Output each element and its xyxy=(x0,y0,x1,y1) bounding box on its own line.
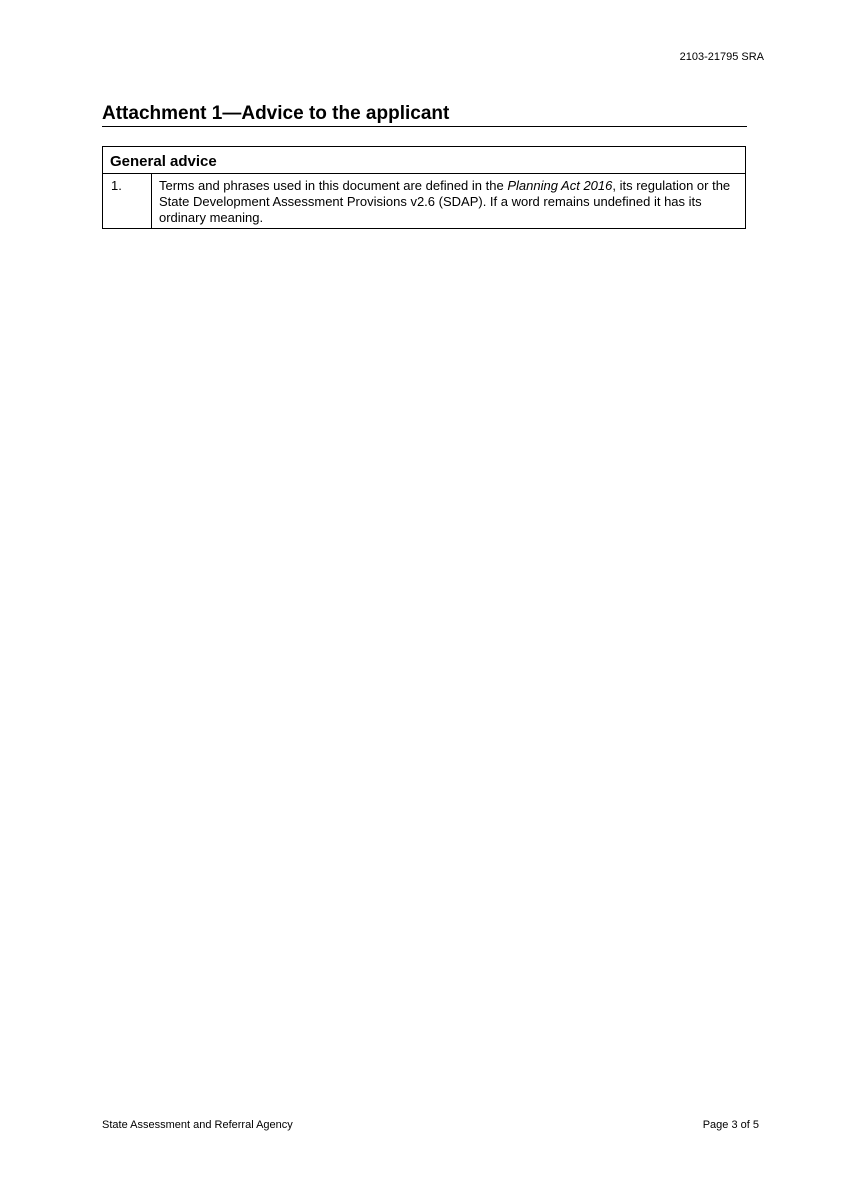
general-advice-heading: General advice xyxy=(103,147,746,174)
footer-page-number: Page 3 of 5 xyxy=(702,1119,759,1131)
footer-agency: State Assessment and Referral Agency xyxy=(102,1119,293,1131)
advice-item-text xyxy=(152,174,746,229)
attachment-title: Attachment 1—Advice to the applicant xyxy=(102,103,747,127)
table-row xyxy=(103,174,746,229)
document-reference: 2103-21795 SRA xyxy=(679,51,764,63)
general-advice-table xyxy=(102,146,746,229)
advice-text-end: , its regulation or the State Development Assessment Provisions v2.6 (SDAP). If a word remains undefined it has its ordinary meaning. xyxy=(159,178,731,225)
table-header-row xyxy=(103,147,746,174)
act-name: Planning Act 2016 xyxy=(507,178,613,193)
advice-item-number: 1. xyxy=(103,174,152,229)
advice-text-start: Terms and phrases used in this document are defined in the xyxy=(159,178,508,193)
